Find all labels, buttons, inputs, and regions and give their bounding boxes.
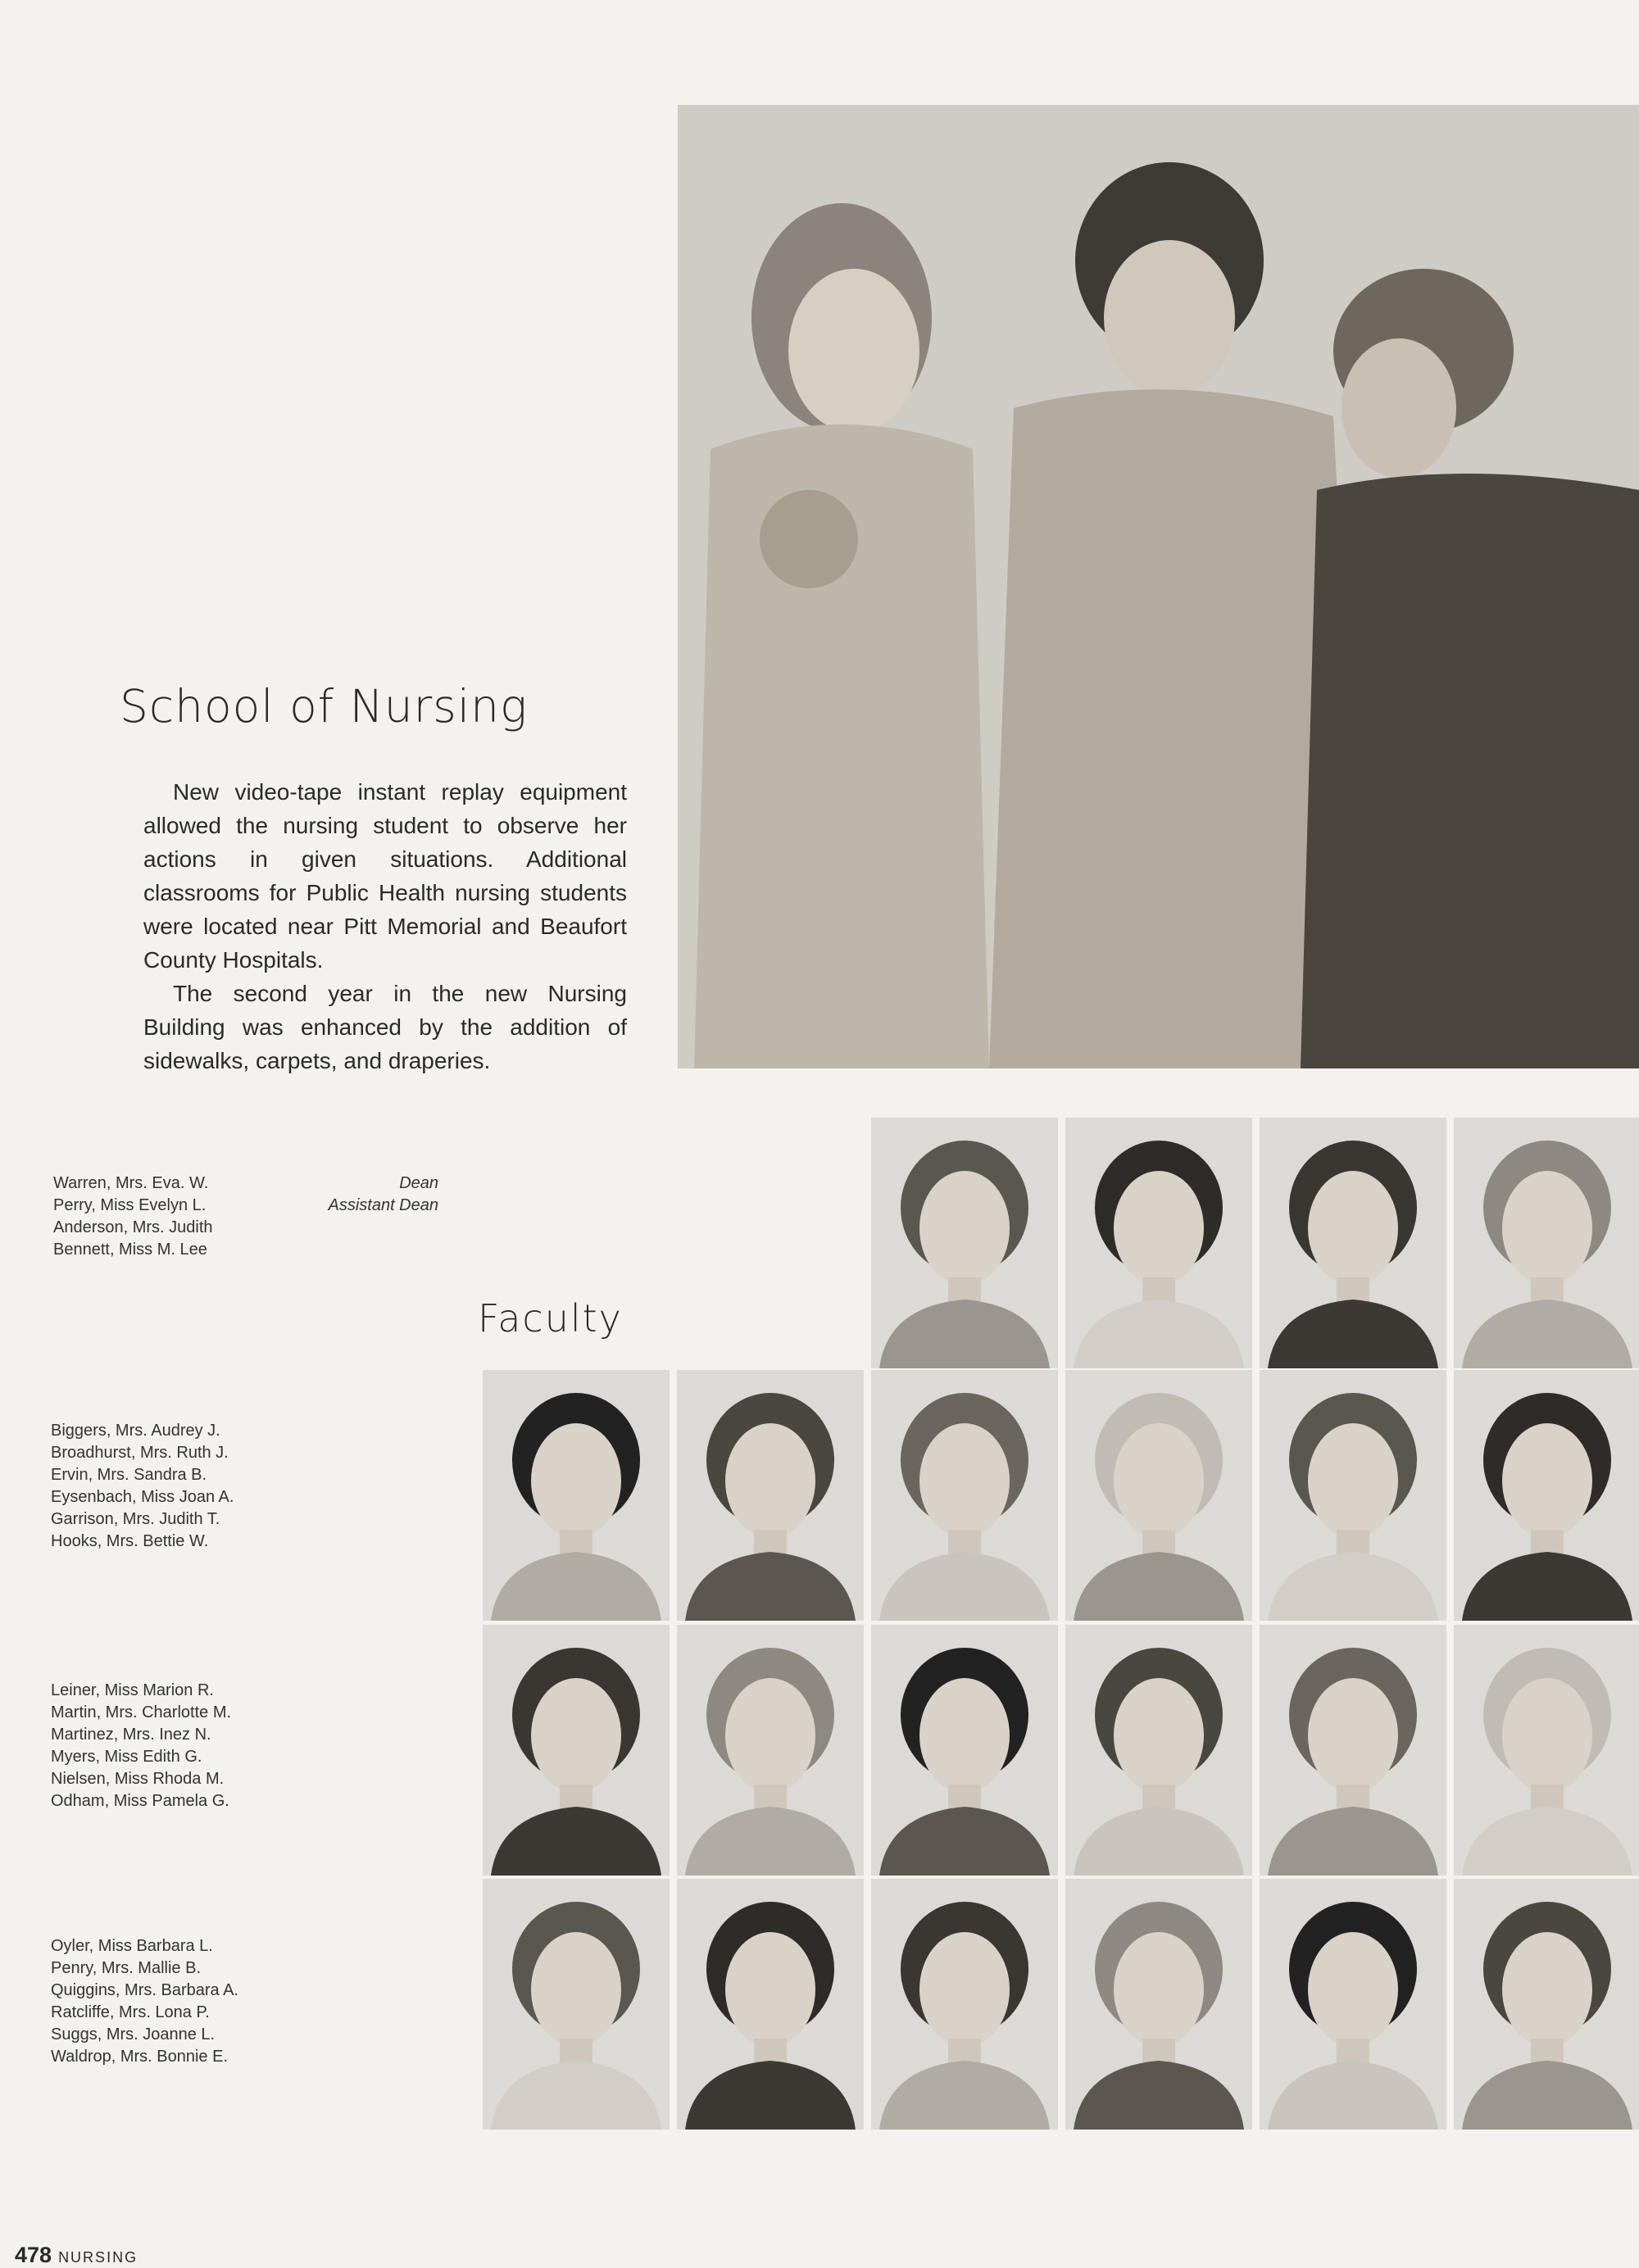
faculty-portrait xyxy=(1260,1118,1446,1368)
faculty-name: Hooks, Mrs. Bettie W. xyxy=(51,1532,209,1550)
faculty-portrait xyxy=(1065,1118,1252,1368)
faculty-name: Anderson, Mrs. Judith xyxy=(53,1218,213,1236)
faculty-portrait xyxy=(677,1879,864,2130)
faculty-name: Leiner, Miss Marion R. xyxy=(51,1681,214,1699)
faculty-portrait xyxy=(677,1625,864,1876)
faculty-portrait xyxy=(1065,1625,1252,1876)
article-body xyxy=(143,775,627,1077)
faculty-portrait xyxy=(1454,1370,1639,1621)
faculty-name: Waldrop, Mrs. Bonnie E. xyxy=(51,2048,229,2066)
role-assistant-dean: Assistant Dean xyxy=(328,1196,438,1214)
faculty-portrait xyxy=(483,1370,670,1621)
faculty-heading: Faculty xyxy=(478,1296,623,1340)
faculty-portrait xyxy=(677,1370,864,1621)
faculty-name: Martinez, Mrs. Inez N. xyxy=(51,1726,211,1744)
faculty-name: Garrison, Mrs. Judith T. xyxy=(51,1510,220,1528)
faculty-name: Penry, Mrs. Mallie B. xyxy=(51,1959,201,1977)
faculty-name: Oyler, Miss Barbara L. xyxy=(51,1937,213,1955)
name-group-4 xyxy=(51,1935,329,2068)
faculty-name: Broadhurst, Mrs. Ruth J. xyxy=(51,1444,229,1462)
faculty-portrait xyxy=(871,1370,1058,1621)
faculty-name: Nielsen, Miss Rhoda M. xyxy=(51,1770,225,1788)
faculty-name: Myers, Miss Edith G. xyxy=(51,1748,202,1766)
faculty-name: Warren, Mrs. Eva. W. xyxy=(53,1174,209,1192)
faculty-portrait xyxy=(483,1879,670,2130)
faculty-portrait xyxy=(1260,1370,1446,1621)
name-group-3 xyxy=(51,1680,329,1812)
faculty-name: Suggs, Mrs. Joanne L. xyxy=(51,2025,216,2043)
faculty-portrait xyxy=(871,1118,1058,1368)
faculty-name: Ervin, Mrs. Sandra B. xyxy=(51,1466,207,1484)
faculty-portrait xyxy=(871,1625,1058,1876)
faculty-portrait xyxy=(1065,1370,1252,1621)
role-labels xyxy=(275,1173,438,1217)
main-photo xyxy=(678,105,1639,1068)
faculty-name: Ratcliffe, Mrs. Lona P. xyxy=(51,2003,210,2021)
faculty-portrait xyxy=(1454,1879,1639,2130)
faculty-name: Odham, Miss Pamela G. xyxy=(51,1792,229,1810)
faculty-name: Martin, Mrs. Charlotte M. xyxy=(51,1703,232,1721)
page-footer xyxy=(15,2243,138,2268)
faculty-name: Bennett, Miss M. Lee xyxy=(53,1241,207,1259)
page-title: School of Nursing xyxy=(120,680,528,733)
faculty-portrait xyxy=(1454,1118,1639,1368)
faculty-name: Perry, Miss Evelyn L. xyxy=(53,1196,207,1214)
body-paragraph-1: New video-tape instant replay equipment allowed the nursing student to observe her actions in given situations. Additional classrooms for Public Health nursing students were located near Pitt Memorial and Beaufort County Hospitals. xyxy=(143,779,627,973)
faculty-portrait xyxy=(1260,1625,1446,1876)
role-dean: Dean xyxy=(399,1174,438,1192)
page-number: 478 xyxy=(15,2243,52,2267)
faculty-portrait xyxy=(1454,1625,1639,1876)
faculty-portrait xyxy=(483,1625,670,1876)
faculty-portrait xyxy=(1260,1879,1446,2130)
faculty-name: Biggers, Mrs. Audrey J. xyxy=(51,1422,220,1440)
name-group-2 xyxy=(51,1420,329,1553)
section-name: NURSING xyxy=(58,2249,138,2266)
faculty-portrait xyxy=(871,1879,1058,2130)
faculty-name: Quiggins, Mrs. Barbara A. xyxy=(51,1981,238,1999)
body-paragraph-2: The second year in the new Nursing Building was enhanced by the addition of sidewalks, carpets, and draperies. xyxy=(143,981,627,1073)
faculty-portrait xyxy=(1065,1879,1252,2130)
faculty-name: Eysenbach, Miss Joan A. xyxy=(51,1488,234,1506)
